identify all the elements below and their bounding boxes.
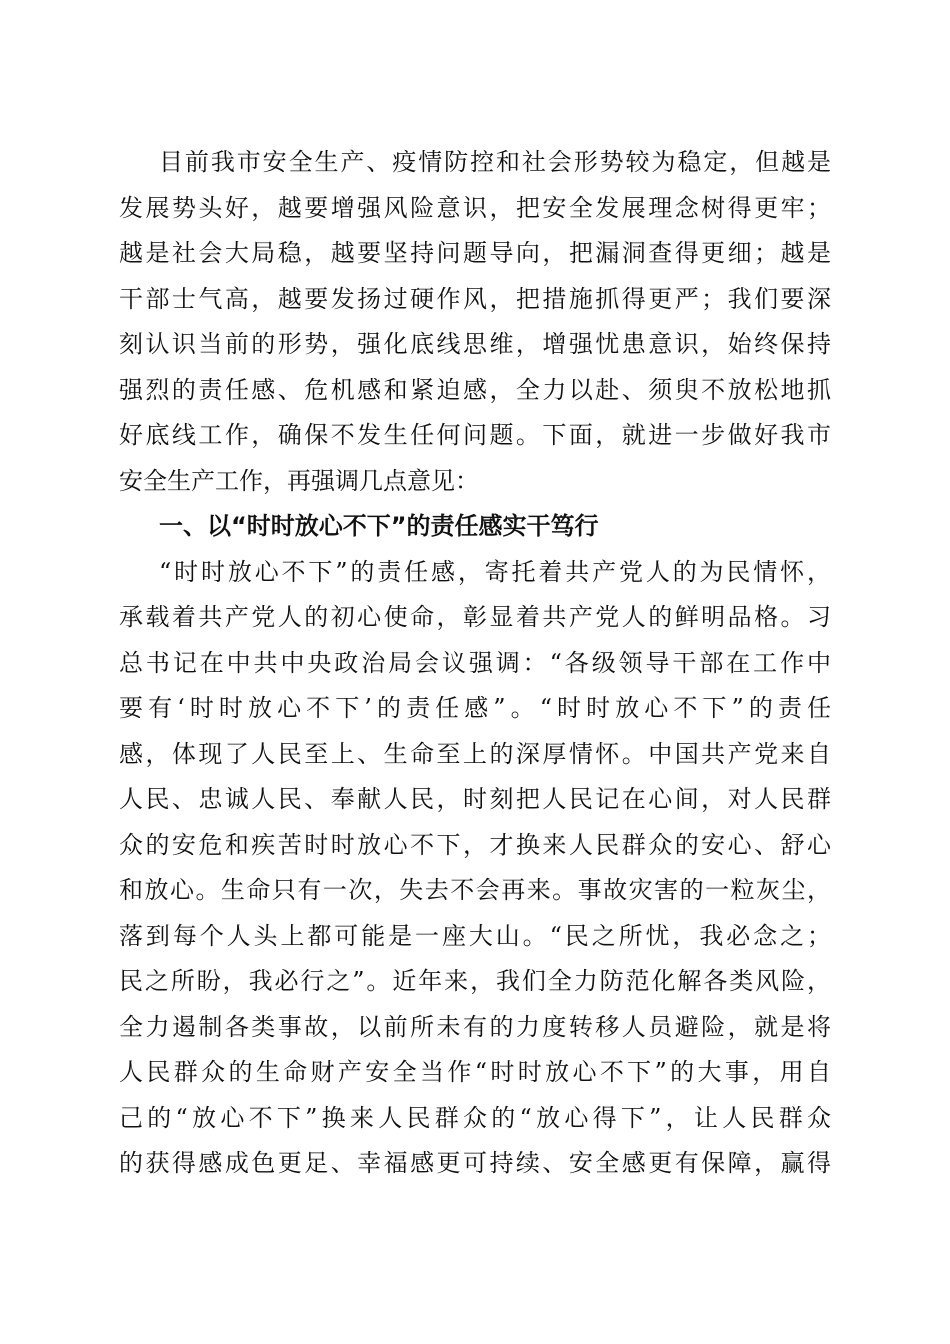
paragraph-1-line: 目前我市安全生产、疫情防控和社会形势较为稳定，但越是 [159,148,831,176]
paragraph-1-line: 好底线工作，确保不发生任何问题。下面，就进一步做好我市 [119,421,831,449]
section-1-line: 总书记在中共中央政治局会议强调：“各级领导干部在工作中 [119,649,831,677]
paragraph-1-line: 安全生产工作，再强调几点意见： [119,467,479,495]
section-1-line: 和放心。生命只有一次，失去不会再来。事故灾害的一粒灰尘， [119,876,831,904]
paragraph-1-line: 强烈的责任感、危机感和紧迫感，全力以赴、须臾不放松地抓 [119,376,831,404]
section-1-line: 民之所盼，我必行之”。近年来，我们全力防范化解各类风险， [119,967,831,995]
section-1-line: 全力遏制各类事故，以前所未有的力度转移人员避险，就是将 [119,1013,831,1041]
section-1-line: 的获得感成色更足、幸福感更可持续、安全感更有保障，赢得 [119,1149,831,1177]
section-1-line: 己的“放心不下”换来人民群众的“放心得下”，让人民群众 [119,1104,831,1132]
section-1-line: 承载着共产党人的初心使命，彰显着共产党人的鲜明品格。习 [119,603,831,631]
paragraph-1-line: 发展势头好，越要增强风险意识，把安全发展理念树得更牢； [119,194,831,222]
section-1-line: 人民、忠诚人民、奉献人民，时刻把人民记在心间，对人民群 [119,785,831,813]
section-1-line: 落到每个人头上都可能是一座大山。“民之所忧，我必念之； [119,922,831,950]
section-1-line: 要有‘时时放心不下’的责任感”。“时时放心不下”的责任 [119,694,831,722]
section-1-line: “时时放心不下”的责任感，寄托着共产党人的为民情怀， [159,558,831,586]
paragraph-1-line: 干部士气高，越要发扬过硬作风，把措施抓得更严；我们要深 [119,285,831,313]
paragraph-1-line: 越是社会大局稳，越要坚持问题导向，把漏洞查得更细；越是 [119,239,831,267]
section-1-line: 人民群众的生命财产安全当作“时时放心不下”的大事，用自 [119,1058,831,1086]
section-1-line: 众的安危和疾苦时时放心不下，才换来人民群众的安心、舒心 [119,831,831,859]
section-1-line: 感，体现了人民至上、生命至上的深厚情怀。中国共产党来自 [119,740,831,768]
section-heading: 一、以“时时放心不下”的责任感实干笃行 [159,512,599,540]
paragraph-1-line: 刻认识当前的形势，强化底线思维，增强忧患意识，始终保持 [119,330,831,358]
